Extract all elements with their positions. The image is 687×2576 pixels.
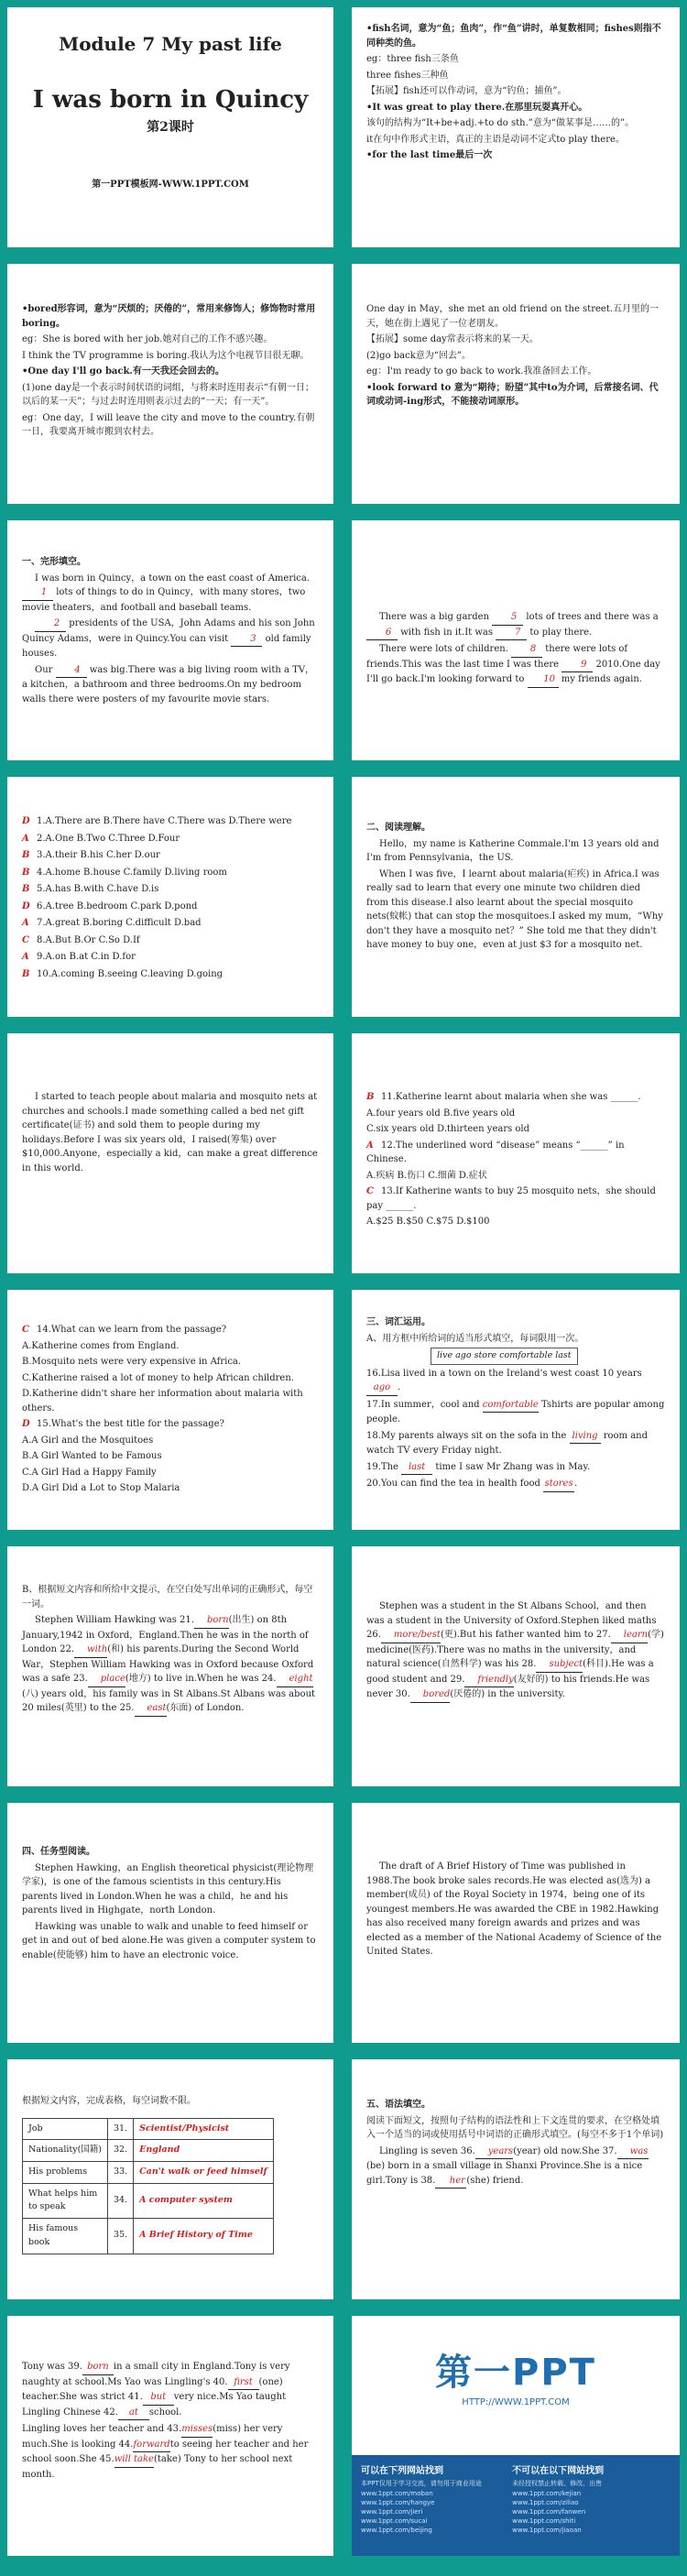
reading-paragraph: The draft of A Brief History of Time was published in 1988.The book broke sales records.He was elected as(选为) a member(成员) of the Royal Society in 1974，being one of its youngest members.He was awarded the CBE in 1982.Hawking has also received many foreign awards and prizes and was elected as a member of the National Academy of Science of the United States. xyxy=(366,1861,662,1957)
slide-grammar-fill-2 xyxy=(7,2316,333,2556)
instruction-text: 阅读下面短文，按照句子结构的语法性和上下文连贯的要求，在空格处填入一个适当的词或使用括号中词语的正确形式填空。(每空不多于1个单词) xyxy=(366,2115,664,2140)
answer-39: born xyxy=(82,2360,114,2375)
site-link[interactable]: www.1ppt.com/jiaoan xyxy=(512,2527,582,2534)
blank-9: 9 xyxy=(562,658,593,673)
reading-paragraph: Stephen Hawking，an English theoretical physicist(理论物理学家)，is one of the famous scientists in this century.His parents lived in London.When he was a child，he and his parents lived in Highgate，north London. xyxy=(22,1862,314,1916)
answer-25: east xyxy=(135,1701,167,1717)
answer-letter: A xyxy=(22,833,29,844)
slide-task-reading-2 xyxy=(352,1803,680,2043)
answer-18: living xyxy=(570,1429,601,1445)
slide-ppt-ad xyxy=(352,2316,680,2556)
option-line: A.$25 B.$50 C.$75 D.$100 xyxy=(366,1217,490,1227)
answer-20: stores xyxy=(543,1477,574,1492)
answer-45: will take xyxy=(114,2452,154,2468)
sentence-18: 18.My parents always sit on the sofa in the living room and watch TV every Friday night. xyxy=(366,1430,649,1457)
answer-37: was xyxy=(617,2145,649,2160)
blank-5: 5 xyxy=(492,610,523,626)
slide-cloze-options xyxy=(7,777,333,1017)
table-row: Job 31. Scientist/Physicist xyxy=(23,2118,274,2140)
table-row: What helps him to speak 34. A computer system xyxy=(23,2183,274,2218)
option-line: B.Mosquito nets were very expensive in Africa. xyxy=(22,1357,242,1367)
note-line: (1)one day是一个表示时间状语的词组，与将来时连用表示“有朝一日；以后的某一天”；与过去时连用则表示过去的“一天；有一天”。 xyxy=(22,382,314,407)
answer-letter: D xyxy=(22,1419,30,1429)
option-line: C.Katherine raised a lot of money to help African children. xyxy=(22,1372,294,1383)
blank-1: 1 xyxy=(22,585,53,601)
lesson-title: I was born in Quincy xyxy=(32,86,309,114)
note-line: 【拓展】fish还可以作动词，意为“钓鱼；捕鱼”。 xyxy=(366,86,567,96)
blank-10: 10 xyxy=(528,672,559,688)
note-line: •fish名词，意为“鱼；鱼肉”，作“鱼”讲时，单复数相同；fishes则指不同种类的鱼。 xyxy=(366,24,661,49)
slide-word-forms-2 xyxy=(352,1546,680,1786)
answer-letter: D xyxy=(22,901,30,911)
slide-cloze-part1 xyxy=(7,520,333,760)
slide-reading-part2 xyxy=(7,1033,333,1273)
answer-28: subject xyxy=(536,1657,583,1673)
answer-24: eight xyxy=(277,1672,313,1687)
reading-paragraph: I started to teach people about malaria and mosquito nets at churches and schools.I made something called a bed net gift certificate(证书) and sold them to people during my holidays.Before I was six years old，I raised(筹集) over $10,000.Anyone，especially a kid，can make a great difference in this world. xyxy=(22,1092,318,1173)
option-line: D 1.A.There are B.There have C.There was D.There were xyxy=(22,814,319,829)
blank-6: 6 xyxy=(366,626,398,641)
site-link[interactable]: www.1ppt.com/moban xyxy=(361,2490,433,2497)
section-heading: 四、任务型阅读。 xyxy=(22,1847,95,1857)
info-table xyxy=(22,2118,274,2254)
option-line: A 2.A.One B.Two C.Three D.Four xyxy=(22,832,319,846)
slide-vocabulary xyxy=(352,1290,680,1530)
sentence-20: 20.You can find the tea in health food stores . xyxy=(366,1477,665,1492)
option-line: A 9.A.on B.at C.in D.for xyxy=(22,950,319,965)
option-line: A 7.A.great B.boring C.difficult D.bad xyxy=(22,916,319,931)
ppt-logo: 第一PPT xyxy=(435,2352,596,2394)
table-row: His famous book 35. A Brief History of Time xyxy=(23,2219,274,2254)
answer-21: born xyxy=(194,1613,229,1629)
answer-letter: A xyxy=(22,952,29,962)
option-line: B 10.A.coming B.seeing C.leaving D.going xyxy=(22,967,319,982)
note-line: (2)go back意为“回去”。 xyxy=(366,350,472,361)
option-line: B 3.A.their B.his C.her D.our xyxy=(22,848,319,863)
answer-22: with xyxy=(74,1643,107,1658)
site-link[interactable]: www.1ppt.com/fanwen xyxy=(512,2508,586,2516)
slide-questions-14-15 xyxy=(7,1290,333,1530)
module-title: Module 7 My past life xyxy=(59,33,282,55)
note-line: it在句中作形式主语，真正的主语是动词不定式to play there。 xyxy=(366,134,625,145)
cloze-paragraph: 2 presidents of the USA，John Adams and his son John Quincy Adams，were in Quincy.You can visit 3 old family houses. xyxy=(22,618,315,659)
note-line: •for the last time最后一次 xyxy=(366,150,493,160)
site-link[interactable]: www.1ppt.com/beijing xyxy=(361,2527,432,2534)
table-row: Nationality(国籍) 32. England xyxy=(23,2140,274,2162)
table-row: His problems 33. Can't walk or feed himself xyxy=(23,2161,274,2183)
note-line: eg：I'm ready to go back to work.我准备回去工作。 xyxy=(366,366,597,377)
instruction-text: A、用方框中所给词的适当形式填空，每词限用一次。 xyxy=(366,1333,584,1344)
answer-43: misses xyxy=(181,2422,213,2438)
blank-8: 8 xyxy=(511,642,542,658)
answer-38: her xyxy=(435,2174,466,2189)
slide-reading-part1 xyxy=(352,777,680,1017)
note-line: •One day I'll go back.有一天我还会回去的。 xyxy=(22,366,224,377)
lesson-number: 第2课时 xyxy=(147,120,194,135)
answer-letter: A xyxy=(22,918,29,928)
question-12: A 12.The underlined word “disease” means “______” in Chinese. xyxy=(366,1140,625,1164)
passage-paragraph: Stephen was a student in the St Albans School，and then was a student in the University of Oxford.Stephen liked maths 26. more/best(更).But his father wanted him to 27. learn(学) medicine(医药).There was no maths in the university，and natural science(自然科学) was his 28. subject(科目).He was a good student and 29. friendly(友好的) to his friends.He was never 30. bored(厌倦的) in the university. xyxy=(366,1599,665,1703)
slide-task-reading-1 xyxy=(7,1803,333,2043)
ppt-footer xyxy=(352,2455,680,2556)
section-heading: 一、完形填空。 xyxy=(22,557,86,567)
option-line: B.A Girl Wanted to be Famous xyxy=(22,1451,162,1461)
answer-41: but xyxy=(143,2390,174,2406)
option-line: D.Katherine didn't share her information about malaria with others. xyxy=(22,1389,303,1414)
option-line: A.A Girl and the Mosquitoes xyxy=(22,1435,154,1446)
note-line: 该句的结构为“It+be+adj.+to do sth.”意为“做某事是……的”。 xyxy=(366,118,635,128)
question-13: C 13.If Katherine wants to buy 25 mosquito nets，she should pay ______. xyxy=(366,1186,656,1211)
slide-cloze-part2 xyxy=(352,520,680,760)
note-line: •look forward to 意为“期待；盼望”其中to为介词，后常接名词、代词或动词-ing形式，不能接动词原形。 xyxy=(366,382,659,407)
note-line: •bored形容词，意为“厌烦的；厌倦的”，常用来修饰人；修饰物时常用boring。 xyxy=(22,304,316,329)
cloze-paragraph: I was born in Quincy，a town on the east coast of America. 1 lots of things to do in Quincy，with many stores，two movie theaters，and football and baseball teams. xyxy=(22,573,311,613)
answer-letter: C xyxy=(22,1325,29,1335)
note-line: 【拓展】some day常表示将来的某一天。 xyxy=(366,334,539,344)
option-line: B 5.A.has B.with C.have D.is xyxy=(22,882,319,897)
word-box: live ago store comfortable last xyxy=(431,1348,578,1365)
answer-letter: B xyxy=(22,968,30,979)
cloze-paragraph: There was a big garden 5 lots of trees and there was a 6 with fish in it.It was 7 to play there. xyxy=(366,610,665,640)
site-list-disallowed: 不可以在以下网站找到 未经授权禁止转载、修改、出售 www.1ppt.com/kejian www.1ppt.com/ziliao www.1ppt.com/fanwen www.1ppt.com/shiti www.1ppt.com/jiaoan xyxy=(512,2462,660,2534)
slide-word-forms-1 xyxy=(7,1546,333,1786)
blank-4: 4 xyxy=(56,663,87,679)
instruction-text: 根据短文内容，完成表格，每空词数不限。 xyxy=(22,2096,196,2106)
slide-grammar-fill-1 xyxy=(352,2059,680,2299)
slide-table-task xyxy=(7,2059,333,2299)
reading-paragraph: Hawking was unable to walk and unable to feed himself or get in and out of bed alone.He was given a computer system to enable(使能够) him to have an electronic voice. xyxy=(22,1921,316,1960)
note-line: three fishes三种鱼 xyxy=(366,70,449,81)
slide-title xyxy=(7,7,333,247)
reading-paragraph: Hello，my name is Katherine Commale.I'm 13 years old and I'm from Pennsylvania，the US. xyxy=(366,838,660,863)
site-list-allowed: 可以在下列网站找到 本PPT仅用于学习交流，请勿用于商业用途 www.1ppt.com/moban www.1ppt.com/hangye www.1ppt.com/jieri www.1ppt.com/sucai www.1ppt.com/beijing xyxy=(361,2462,509,2534)
slide-bored-notes xyxy=(7,264,333,504)
site-link[interactable]: www.1ppt.com/sucai xyxy=(361,2517,428,2525)
option-line: A.Katherine comes from England. xyxy=(22,1340,180,1351)
answer-42: at xyxy=(118,2406,149,2421)
sentence-16: 16.Lisa lived in a town on the Ireland's west coast 10 years ago . xyxy=(366,1367,665,1396)
site-link[interactable]: www.1ppt.com/ziliao xyxy=(512,2499,579,2506)
answer-16: ago xyxy=(366,1381,398,1396)
answer-40: first xyxy=(228,2375,259,2391)
section-heading: 二、阅读理解。 xyxy=(366,823,431,833)
answer-44: forward xyxy=(133,2438,169,2453)
option-line: A.four years old B.five years old xyxy=(366,1108,516,1119)
question-14: C 14.What can we learn from the passage? xyxy=(22,1323,319,1337)
passage-paragraph: Stephen William Hawking was 21. born(出生) on 8th January,1942 in Oxford，England.Then he was in the north of London 22. with(和) his parents.During the Second World War，Stephen William Hawking was in Oxford because Oxford was a safe 23. place(地方) to live in.When he was 24. eight(八) years old，his family was in St Albans.St Albans was about 20 miles(英里) to the 25. east(东面) of London. xyxy=(22,1613,319,1717)
sentence-17: 17.In summer，cool and comfortable Tshirts are popular among people. xyxy=(366,1399,665,1425)
note-line: eg：One day，I will leave the city and move to the country.有朝一日，我要离开城市搬到农村去。 xyxy=(22,412,315,437)
instruction-text: B、根据短文内容和所给中文提示，在空白处写出单词的正确形式，每空一词。 xyxy=(22,1585,313,1610)
answer-27: learn xyxy=(611,1628,648,1643)
blank-2: 2 xyxy=(35,617,66,632)
answer-26: more/best xyxy=(381,1628,441,1643)
slide-fish-notes xyxy=(352,7,680,247)
option-line: A.疾病 B.伤口 C.细菌 D.症状 xyxy=(366,1170,487,1181)
answer-letter: B xyxy=(22,850,30,860)
blank-3: 3 xyxy=(231,632,262,648)
note-line: I think the TV programme is boring.我认为这个电视节目很无聊。 xyxy=(22,350,310,361)
answer-19: last xyxy=(401,1460,432,1476)
brand-text: 第一PPT模板网-WWW.1PPT.COM xyxy=(92,180,249,190)
answer-17: comfortable xyxy=(483,1398,539,1414)
ppt-url[interactable]: HTTP://WWW.1PPT.COM xyxy=(462,2397,570,2407)
cloze-paragraph: There were lots of children. 8 there were lots of friends.This was the last time I was there 9 2010.One day I'll go back.I'm looking forward to 10 my friends again. xyxy=(366,642,665,688)
blank-7: 7 xyxy=(496,626,527,641)
note-line: •It was great to play there.在那里玩耍真开心。 xyxy=(366,102,588,113)
answer-letter: C xyxy=(22,934,29,945)
section-heading: 五、语法填空。 xyxy=(366,2100,431,2110)
passage-paragraph: Tony was 39. born in a small city in England.Tony is very naughty at school.Ms Yao was Lingling's 40. first (one) teacher.She was strict 41. but very nice.Ms Yao taught Lingling Chinese 42. at school. xyxy=(22,2360,319,2420)
answer-letter: B xyxy=(22,867,30,878)
note-line: One day in May，she met an old friend on the street.五月里的一天，她在街上遇见了一位老朋友。 xyxy=(366,304,660,329)
answer-30: bored xyxy=(410,1687,451,1703)
section-heading: 三、词汇运用。 xyxy=(366,1317,431,1327)
answer-23: place xyxy=(88,1672,125,1687)
slide-one-day-notes xyxy=(352,264,680,504)
passage-paragraph: Lingling is seven 36. years(year) old now.She 37. was(be) born in a small village in Shanxi Province.She is a nice girl.Tony is 38. her(she) friend. xyxy=(366,2145,665,2189)
site-link[interactable]: www.1ppt.com/kejian xyxy=(512,2490,582,2497)
option-line: C.A Girl Had a Happy Family xyxy=(22,1467,157,1478)
answer-letter: B xyxy=(366,1092,375,1102)
question-15: D 15.What's the best title for the passage? xyxy=(22,1417,319,1432)
option-line: C.six years old D.thirteen years old xyxy=(366,1124,530,1134)
answer-letter: B xyxy=(22,884,30,894)
site-link[interactable]: www.1ppt.com/hangye xyxy=(361,2499,435,2506)
sentence-19: 19.The last time I saw Mr Zhang was in May. xyxy=(366,1460,665,1476)
option-line: D 6.A.tree B.bedroom C.park D.pond xyxy=(22,900,319,914)
note-line: eg：three fish三条鱼 xyxy=(366,54,459,64)
note-line: eg：She is bored with her job.她对自己的工作不感兴趣。 xyxy=(22,334,273,344)
answer-29: friendly xyxy=(464,1673,513,1688)
option-line: B 4.A.home B.house C.family D.living room xyxy=(22,866,319,880)
cloze-paragraph: Our 4 was big.There was a big living room with a TV，a kitchen，a bathroom and three bedrooms.On my bedroom walls there were posters of my favourite movie stars. xyxy=(22,664,315,704)
answer-letter: C xyxy=(366,1186,374,1196)
slide-questions-11-13 xyxy=(352,1033,680,1273)
option-line: D.A Girl Did a Lot to Stop Malaria xyxy=(22,1483,180,1493)
question-11: B 11.Katherine learnt about malaria when she was ______. xyxy=(366,1090,665,1105)
reading-paragraph: When I was five，I learnt about malaria(疟疾) in Africa.I was really sad to learn that every one minute two children died from this disease.I also learnt about the special mosquito nets(蚊帐) that can stop the mosquitoes.I asked my mum，“Why don't they have a mosquito net？” She told me that they didn't have money to buy one，even at just $3 for a mosquito net. xyxy=(366,868,663,950)
site-link[interactable]: www.1ppt.com/shiti xyxy=(512,2517,576,2525)
answer-letter: D xyxy=(22,816,30,826)
passage-paragraph: Lingling loves her teacher and 43.misses(miss) her very much.She is looking 44.forwardto seeing her teacher and her school soon.She 45.will take(take) Tony to her school next month. xyxy=(22,2424,309,2480)
site-link[interactable]: www.1ppt.com/jieri xyxy=(361,2508,423,2516)
answer-letter: A xyxy=(366,1140,374,1151)
answer-36: years xyxy=(475,2145,513,2160)
option-line: C 8.A.But B.Or C.So D.If xyxy=(22,933,319,948)
